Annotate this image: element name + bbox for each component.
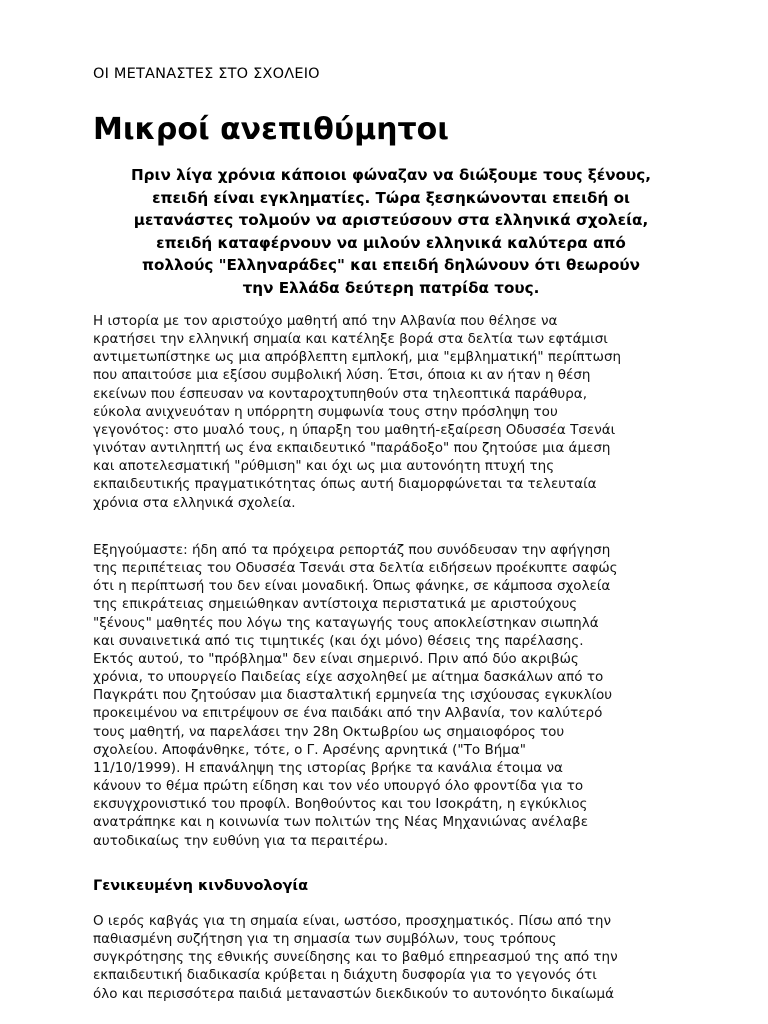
paragraph-line: και αποτελεσματική "ρύθμιση" και όχι ως μια αυτονόητη πτυχή της	[93, 458, 555, 475]
lead-line: την Ελλάδα δεύτερη πατρίδα τους.	[242, 278, 540, 297]
paragraph-line: σχολείου. Αποφάνθηκε, τότε, ο Γ. Αρσένης αρνητικά ("Το Βήμα"	[93, 741, 526, 758]
paragraph-line: ότι η περίπτωσή του δεν είναι μοναδική. Όπως φάνηκε, σε κάμποσα σχολεία	[93, 578, 611, 595]
lead-line: πολλούς "Ελληναράδες" και επειδή δηλώνουν ότι θεωρούν	[142, 256, 640, 275]
section-subheading: Γενικευμένη κινδυνολογία	[93, 878, 309, 894]
paragraph-line: κάνουν το θέμα πρώτη είδηση και τον νέο υπουργό όλο φροντίδα για το	[93, 778, 584, 795]
paragraph-line: εκπαιδευτική διαδικασία κρύβεται η διάχυτη δυσφορία για το γεγονός ότι	[93, 967, 597, 984]
paragraph-line: Εκτός αυτού, το "πρόβλημα" δεν είναι σημερινό. Πριν από δύο ακριβώς	[93, 650, 579, 667]
paragraph-line: 11/10/1999). Η επανάληψη της ιστορίας βρήκε τα κανάλια έτοιμα να	[93, 759, 563, 776]
section-label: ΟΙ ΜΕΤΑΝΑΣΤΕΣ ΣΤΟ ΣΧΟΛΕΙΟ	[93, 66, 320, 82]
paragraph-line: τους μαθητή, να παρελάσει την 28η Οκτωβρίου ως σημαιοφόρος του	[93, 723, 565, 740]
paragraph-line: γινόταν αντιληπτή ως ένα εκπαιδευτικό "παράδοξο" που ζητούσε μια άμεση	[93, 440, 611, 457]
paragraph-line: αντιμετωπίστηκε ως μια απρόβλεπτη εμπλοκή, μια "εμβληματική" περίπτωση	[93, 349, 622, 366]
paragraph-line: αυτοδικαίως την ευθύνη για τα περαιτέρω.	[93, 832, 389, 849]
paragraph-line: εκπαιδευτικής πραγματικότητας όπως αυτή διαμορφώνεται τα τελευταία	[93, 476, 597, 493]
lead-line: μετανάστες τολμούν να αριστεύσουν στα ελληνικά σχολεία,	[133, 211, 649, 230]
article-title: Μικροί ανεπιθύμητοι	[93, 112, 449, 147]
paragraph-line: κρατήσει την ελληνική σημαία και κατέληξε βορά στα δελτία των εφτάμισι	[93, 331, 608, 348]
paragraph-line: γεγονότος: στο μυαλό τους, η ύπαρξη του μαθητή-εξαίρεση Οδυσσέα Τσενάι	[93, 421, 616, 438]
lead-line: Πριν λίγα χρόνια κάποιοι φώναζαν να διώξουμε τους ξένους,	[130, 166, 652, 184]
paragraph-line: Ο ιερός καβγάς για τη σημαία είναι, ωστόσο, προσχηματικός. Πίσω από την	[93, 913, 612, 929]
body-paragraph-2	[93, 541, 693, 850]
paragraph-line: εκσυγχρονιστικό του προφίλ. Βοηθούντος και του Ισοκράτη, η εγκύκλιος	[93, 796, 588, 813]
paragraph-line: της περιπέτειας του Οδυσσέα Τσενάι στα δελτία ειδήσεων προέκυπτε σαφώς	[93, 560, 618, 577]
paragraph-line: της επικράτειας σημειώθηκαν αντίστοιχα περιστατικά με αριστούχους	[93, 596, 578, 613]
paragraph-line: ανατράπηκε και η κοινωνία των πολιτών της Νέας Μηχανιώνας ανέλαβε	[93, 814, 589, 831]
paragraph-line: που απαιτούσε μια εξίσου συμβολική λύση. Έτσι, όποια κι αν ήταν η θέση	[93, 367, 591, 384]
paragraph-line: εύκολα ανιχνευόταν η υπόρρητη συμφωνία τους στην πρόσληψη του	[93, 403, 558, 420]
body-paragraph-1	[93, 312, 693, 512]
paragraph-line: παθιασμένη συζήτηση για τη σημασία των συμβόλων, τους τρόπους	[93, 931, 557, 948]
paragraph-line: χρόνια, το υπουργείο Παιδείας είχε ασχοληθεί με αίτημα δασκάλων από το	[93, 669, 604, 686]
paragraph-line: και συναινετικά από τις τιμητικές (και όχι μόνο) θέσεις της παρέλασης.	[93, 632, 584, 649]
paragraph-line: χρόνια στα ελληνικά σχολεία.	[93, 494, 296, 511]
paragraph-line: "ξένους" μαθητές που λόγω της καταγωγής τους αποκλείστηκαν σιωπηλά	[93, 614, 599, 631]
paragraph-line: Παγκράτι που ζητούσαν μια διασταλτική ερμηνεία της ισχύουσας εγκυκλίου	[93, 687, 613, 704]
paragraph-line: Η ιστορία με τον αριστούχο μαθητή από την Αλβανία που θέλησε να	[93, 313, 558, 329]
paragraph-line: προκειμένου να επιτρέψουν σε ένα παιδάκι από την Αλβανία, τον καλύτερό	[93, 705, 603, 722]
paragraph-line: συγκρότησης της εθνικής συνείδησης και το βαθμό επηρεασμού της από την	[93, 949, 618, 966]
paragraph-line: εκείνων που έσπευσαν να κονταροχτυπηθούν στα τηλεοπτικά παράθυρα,	[93, 385, 587, 402]
paragraph-line: όλο και περισσότερα παιδιά μεταναστών διεκδικούν το αυτονόητο δικαίωμά	[93, 985, 615, 1002]
article-lead	[93, 164, 689, 300]
lead-line: επειδή είναι εγκληματίες. Τώρα ξεσηκώνονται επειδή οι	[152, 188, 630, 207]
body-paragraph-3	[93, 912, 693, 1003]
lead-line: επειδή καταφέρνουν να μιλούν ελληνικά καλύτερα από	[156, 233, 626, 252]
paragraph-line: Εξηγούμαστε: ήδη από τα πρόχειρα ρεπορτάζ που συνόδευσαν την αφήγηση	[93, 542, 611, 558]
